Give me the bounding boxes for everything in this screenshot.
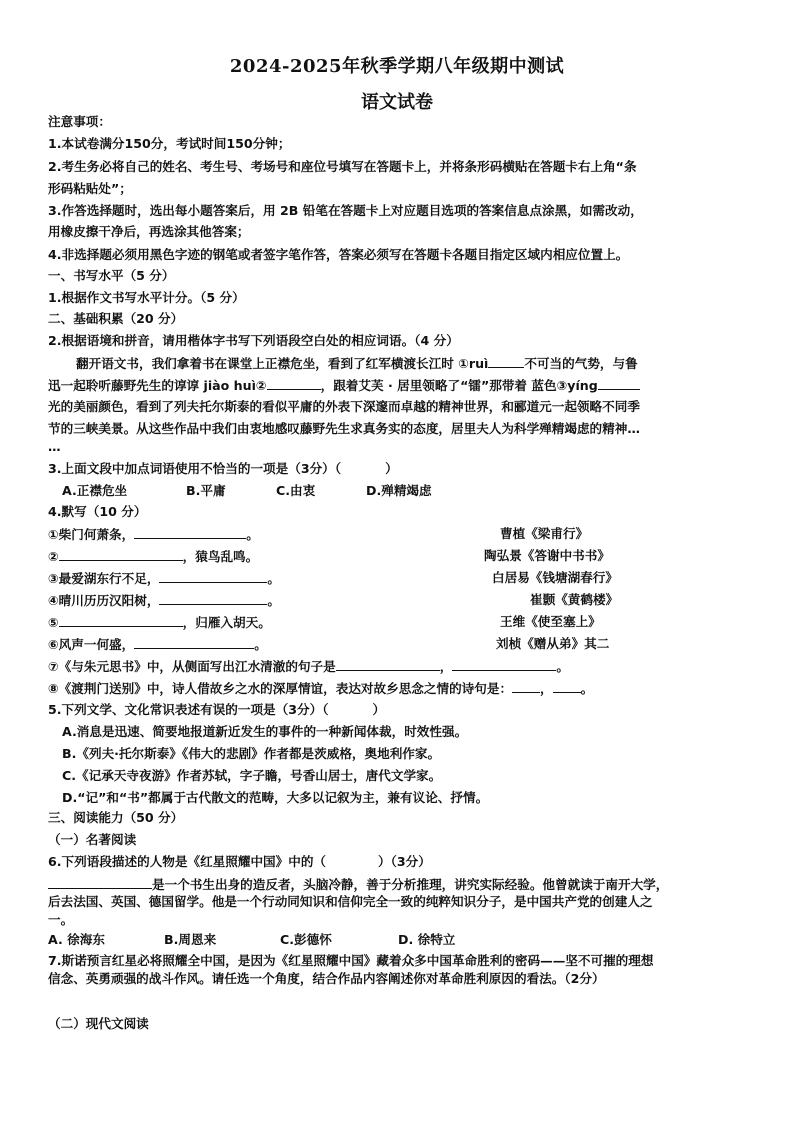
- passage-line-1: [76, 353, 776, 374]
- poem-text: ⑧《渡荆门送别》中，诗人借故乡之水的深厚情谊，表达对故乡思念之情的诗句是：: [48, 681, 513, 696]
- poem-text: 。: [580, 681, 594, 696]
- q6-option-b: B.周恩来: [164, 932, 217, 947]
- poem-text: ，归雁入胡天。: [182, 615, 271, 630]
- poem-blank[interactable]: [553, 678, 581, 693]
- section-1-heading: 一、书写水平（5 分）: [48, 268, 175, 283]
- q6-option-d: D. 徐特立: [398, 932, 456, 947]
- question-6-end: ）（3分）: [378, 854, 431, 869]
- passage-line-4: 节的三峡美景。从这些作品中我们由衷地感叹藤野先生求真务实的态度，居里夫人为科学殚精竭虑的精神…: [48, 421, 640, 436]
- poem-text: ③最爱湖东行不足，: [48, 571, 160, 586]
- poem-line-6: [48, 634, 748, 655]
- question-5-end: ）: [372, 702, 386, 717]
- poem-text: ，: [540, 681, 553, 696]
- option-b: B.平庸: [186, 483, 226, 498]
- pinyin-blank-2[interactable]: [267, 375, 321, 390]
- poem-text: ⑥风声一何盛，: [48, 637, 135, 652]
- question-1: 1.根据作文书写水平计分。（5 分）: [48, 290, 245, 305]
- passage-text: 翻开语文书，我们拿着书在课堂上正襟危坐，看到了红军横渡长江时 ①ruì: [76, 356, 489, 371]
- question-5-option-d: D.“记”和“书”都属于古代散文的范畴，大多以记叙为主，兼有议论、抒情。: [62, 790, 489, 805]
- poem-text: 。: [267, 593, 281, 608]
- passage-line-3: 光的美丽颜色，看到了列夫托尔斯泰的看似平庸的外表下深邃而卓越的精神世界，和郦道元一起领略不同季: [48, 399, 640, 414]
- notice-1: 1.本试卷满分150分，考试时间150分钟；: [48, 136, 291, 151]
- subsection-1-heading: （一）名著阅读: [48, 832, 137, 847]
- poem-blank[interactable]: [159, 590, 267, 605]
- poem-text: ②: [48, 549, 59, 564]
- poem-text: ⑦《与朱元思书》中，从侧面写出江水清澈的句子是: [48, 659, 336, 674]
- notice-2a: 2.考生务必将自己的姓名、考生号、考场号和座位号填写在答题卡上，并将条形码横贴在答题卡右上角“条: [48, 159, 637, 174]
- poem-text: 。: [246, 527, 259, 542]
- passage-text: 不可当的气势，与鲁: [524, 356, 638, 371]
- exam-title: 2024-2025年秋季学期八年级期中测试: [229, 56, 565, 77]
- name-blank[interactable]: [48, 874, 152, 889]
- poem-text: ，猿鸟乱鸣。: [182, 549, 259, 564]
- poem-blank[interactable]: [336, 656, 440, 671]
- poem-line-2: [48, 546, 748, 567]
- poem-blank[interactable]: [134, 524, 246, 539]
- question-5-option-b: B.《列夫·托尔斯泰》《伟大的悲剧》作者都是茨威格，奥地利作家。: [62, 746, 441, 761]
- pinyin-blank-1[interactable]: [488, 353, 524, 368]
- poem-line-1: [48, 524, 748, 545]
- notice-2b: 形码粘贴处”；: [48, 181, 132, 196]
- passage-line-2: [48, 375, 748, 396]
- poem-blank[interactable]: [134, 634, 254, 649]
- q6-option-c: C.彭德怀: [280, 932, 332, 947]
- poem-blank[interactable]: [159, 568, 267, 583]
- poem-text: ①柴门何萧条，: [48, 527, 135, 542]
- question-6-stem: 6.下列语段描述的人物是《红星照耀中国》中的（: [48, 854, 327, 869]
- notice-heading: 注意事项：: [48, 114, 111, 129]
- question-6-passage-2: 后去法国、英国、德国留学。他是一个行动同知识和信仰完全一致的纯粹知识分子，是中国共产党的创建人之: [48, 894, 653, 909]
- pinyin-blank-3[interactable]: [598, 375, 640, 390]
- poem-text: ⑤: [48, 615, 59, 630]
- notice-3b: 用橡皮擦干净后，再选涂其他答案；: [48, 224, 250, 239]
- poem-blank[interactable]: [59, 612, 183, 627]
- poem-source-2: 陶弘景《答谢中书书》: [484, 548, 610, 563]
- q6-option-a: A. 徐海东: [48, 932, 105, 947]
- question-2: 2.根据语境和拼音，请用楷体字书写下列语段空白处的相应词语。（4 分）: [48, 333, 459, 348]
- poem-line-5: [48, 612, 748, 633]
- poem-source-3: 白居易《钱塘湖春行》: [492, 570, 618, 585]
- poem-source-5: 王维《使至塞上》: [500, 614, 601, 629]
- option-c: C.由衷: [276, 483, 316, 498]
- poem-text: ④晴川历历汉阳树，: [48, 593, 160, 608]
- poem-line-8: [48, 678, 748, 699]
- question-5-stem: 5.下列文学、文化常识表述有误的一项是（3分）（: [48, 702, 329, 717]
- question-3-stem: 3.上面文段中加点词语使用不恰当的一项是（3分）（: [48, 461, 342, 476]
- passage-text: 是一个书生出身的造反者，头脑冷静，善于分析推理，讲究实际经验。他曾就读于南开大学，: [152, 877, 669, 892]
- section-2-heading: 二、基础积累（20 分）: [48, 311, 184, 326]
- poem-line-3: [48, 568, 748, 589]
- poem-text: 。: [254, 637, 267, 652]
- notice-3a: 3.作答选择题时，选出每小题答案后，用 2B 铅笔在答题卡上对应题目选项的答案信息点涂黑，如需改动，: [48, 203, 643, 218]
- poem-blank[interactable]: [512, 678, 540, 693]
- question-5: [48, 700, 748, 720]
- option-d: D.殚精竭虑: [366, 483, 432, 498]
- passage-text: 迅一起聆听藤野先生的谆谆 jiào huì②: [48, 378, 267, 393]
- question-4: 4.默写（10 分）: [48, 504, 147, 519]
- question-6: [48, 852, 748, 872]
- poem-text: 。: [267, 571, 281, 586]
- poem-line-4: [48, 590, 748, 611]
- question-7-line-2: 信念、英勇顽强的战斗作风。请任选一个角度，结合作品内容阐述你对革命胜利原因的看法。（2分）: [48, 971, 605, 986]
- poem-source-6: 刘桢《赠从弟》其二: [496, 636, 610, 651]
- passage-line-5: …: [48, 439, 61, 454]
- question-5-option-a: A.消息是迅速、简要地报道新近发生的事件的一种新闻体裁，时效性强。: [62, 724, 468, 739]
- poem-blank[interactable]: [452, 656, 556, 671]
- question-3-end: ）: [385, 461, 398, 476]
- option-a: A.正襟危坐: [62, 483, 128, 498]
- poem-source-4: 崔颢《黄鹤楼》: [530, 592, 619, 607]
- poem-text: 。: [556, 659, 569, 674]
- poem-text: ，: [439, 659, 453, 674]
- question-3: [48, 459, 748, 479]
- question-5-option-c: C.《记承天寺夜游》作者苏轼，字子瞻，号香山居士，唐代文学家。: [62, 768, 442, 783]
- subsection-2-heading: （二）现代文阅读: [48, 1016, 149, 1031]
- question-7-line-1: 7.斯诺预言红星必将照耀全中国，是因为《红星照耀中国》藏着众多中国革命胜利的密码——坚不可摧的理想: [48, 953, 654, 968]
- passage-text: ，跟着艾芙 · 居里领略了“镭”那带着 蓝色③yíng: [320, 378, 598, 393]
- notice-4: 4.非选择题必须用黑色字迹的钢笔或者签字笔作答，答案必须写在答题卡各题目指定区域内相应位置上。: [48, 247, 629, 262]
- poem-source-1: 曹植《梁甫行》: [500, 526, 589, 541]
- poem-blank[interactable]: [59, 546, 183, 561]
- section-3-heading: 三、阅读能力（50 分）: [48, 810, 184, 825]
- poem-line-7: [48, 656, 748, 677]
- question-6-passage-3: 一。: [48, 912, 74, 927]
- exam-subtitle: 语文试卷: [361, 92, 433, 113]
